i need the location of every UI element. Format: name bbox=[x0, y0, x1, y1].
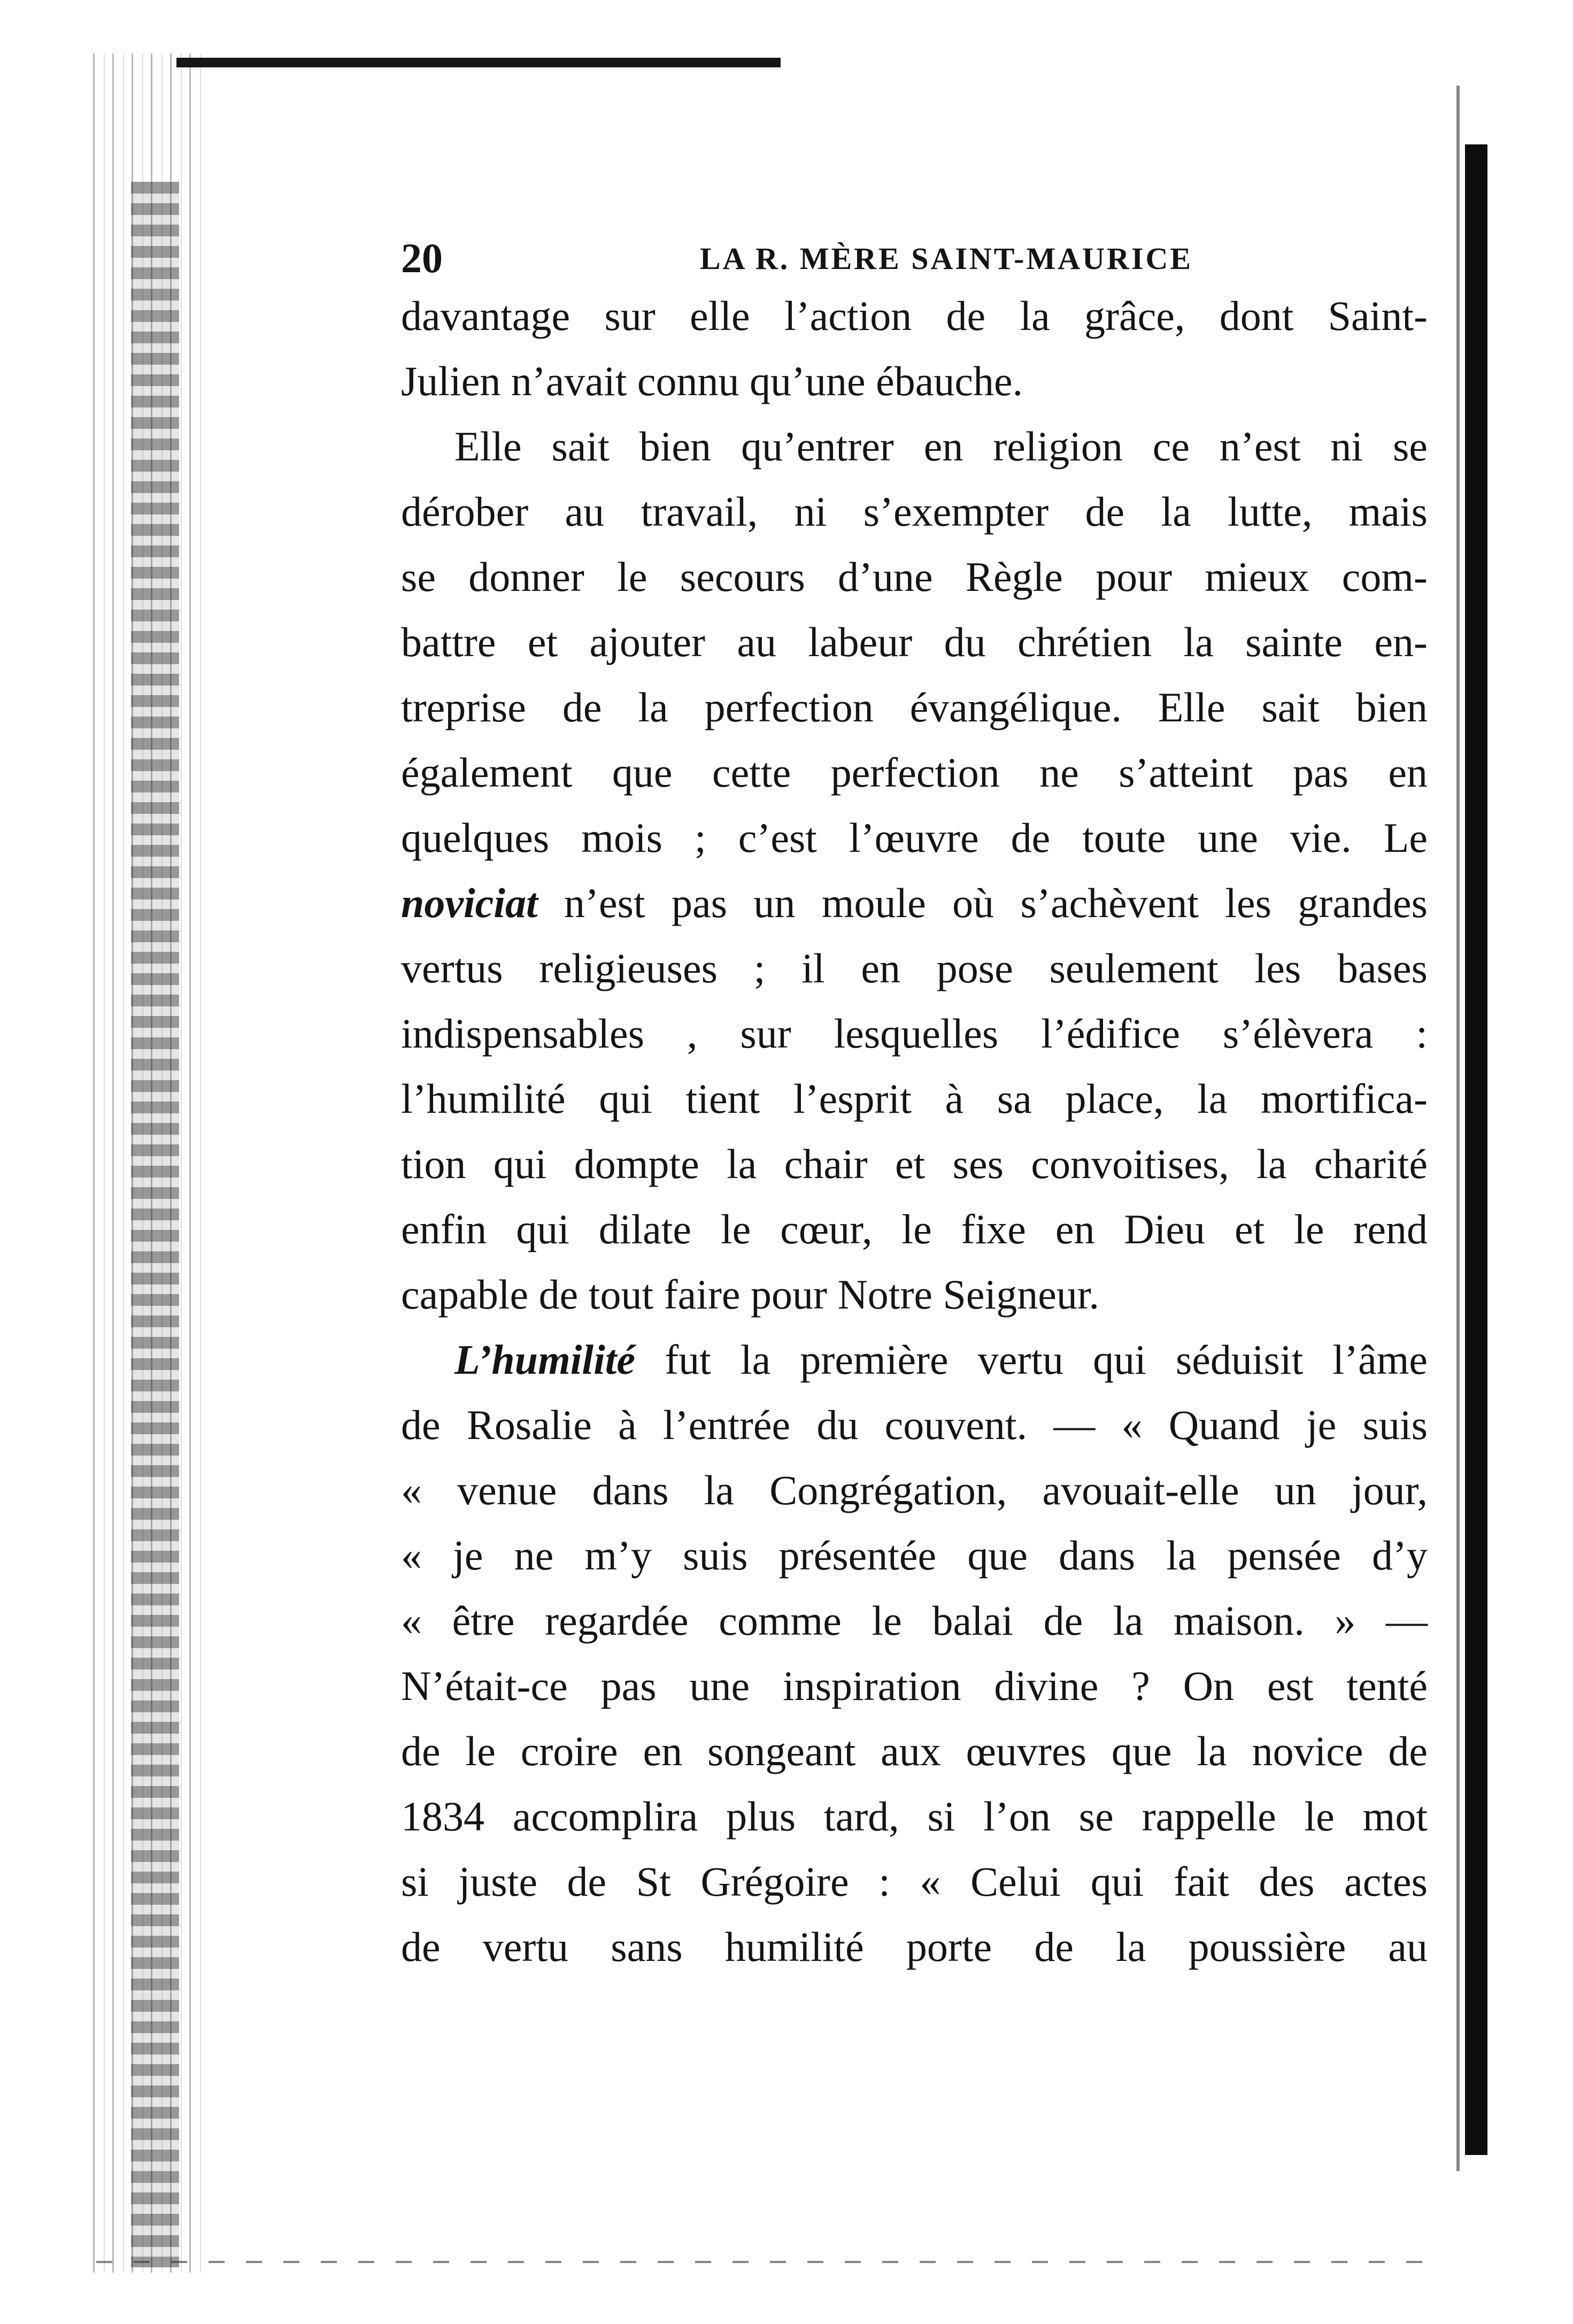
text-line: 1834 accomplira plus tard, si l’on se rappelle le mot bbox=[401, 1793, 1428, 1840]
book-page bbox=[401, 225, 1428, 1980]
italic-word: L’humilité bbox=[454, 1336, 636, 1383]
text-line: vertus religieuses ; il en pose seulement les bases bbox=[401, 945, 1428, 991]
text-line: battre et ajouter au labeur du chrétien la sainte en- bbox=[401, 619, 1428, 665]
scan-right-edge-bar bbox=[1465, 144, 1487, 2155]
page-number: 20 bbox=[401, 235, 443, 281]
text-line: « je ne m’y suis présentée que dans la pensée d’y bbox=[401, 1532, 1428, 1579]
text-line: davantage sur elle l’action de la grâce, dont Saint- bbox=[401, 293, 1428, 339]
text-line: Elle sait bien qu’entrer en religion ce n’est ni se bbox=[454, 423, 1428, 470]
text-line: indispensables , sur lesquelles l’édifice s’élèvera : bbox=[401, 1010, 1428, 1057]
text-line: tion qui dompte la chair et ses convoitises, la charité bbox=[401, 1141, 1428, 1187]
text-line: de vertu sans humilité porte de la poussière au bbox=[401, 1923, 1428, 1970]
text-run: fut la première vertu qui séduisit l’âme bbox=[635, 1336, 1428, 1383]
text-line bbox=[401, 871, 1428, 936]
text-line bbox=[401, 1327, 1428, 1392]
text-line: capable de tout faire pour Notre Seigneur. bbox=[401, 1271, 1100, 1318]
text-line: treprise de la perfection évangélique. Elle sait bien bbox=[401, 684, 1428, 730]
text-line: « venue dans la Congrégation, avouait-elle un jour, bbox=[401, 1467, 1428, 1513]
text-line: enfin qui dilate le cœur, le fixe en Dieu et le rend bbox=[401, 1206, 1428, 1252]
running-title: LA R. MÈRE SAINT-MAURICE bbox=[699, 241, 1193, 276]
scan-binding-shadow bbox=[131, 182, 179, 2267]
text-line: l’humilité qui tient l’esprit à sa place, la mortifica- bbox=[401, 1075, 1428, 1122]
text-line: N’était-ce pas une inspiration divine ? On est tenté bbox=[401, 1663, 1428, 1709]
scan-top-rule bbox=[176, 58, 781, 67]
text-line: quelques mois ; c’est l’œuvre de toute une vie. Le bbox=[401, 814, 1428, 861]
text-line: de le croire en songeant aux œuvres que la novice de bbox=[401, 1728, 1428, 1774]
text-line: « être regardée comme le balai de la maison. » — bbox=[401, 1597, 1428, 1644]
running-head bbox=[401, 225, 1428, 283]
paragraph bbox=[401, 1327, 1428, 1980]
text-line: Julien n’avait connu qu’une ébauche. bbox=[401, 358, 1023, 404]
paragraph bbox=[401, 283, 1428, 414]
text-line: dérober au travail, ni s’exempter de la lutte, mais bbox=[401, 488, 1428, 535]
text-line: également que cette perfection ne s’atteint pas en bbox=[401, 749, 1428, 796]
text-run: n’est pas un moule où s’achèvent les grandes bbox=[537, 880, 1428, 926]
paragraph bbox=[401, 414, 1428, 1327]
scan-bottom-rule bbox=[96, 2261, 1444, 2263]
text-line: si juste de St Grégoire : « Celui qui fait des actes bbox=[401, 1858, 1428, 1905]
text-line: de Rosalie à l’entrée du couvent. — « Quand je suis bbox=[401, 1402, 1428, 1448]
italic-word: noviciat bbox=[401, 880, 538, 926]
scan-right-edge-line bbox=[1456, 86, 1460, 2171]
text-line: se donner le secours d’une Règle pour mieux com- bbox=[401, 553, 1428, 600]
